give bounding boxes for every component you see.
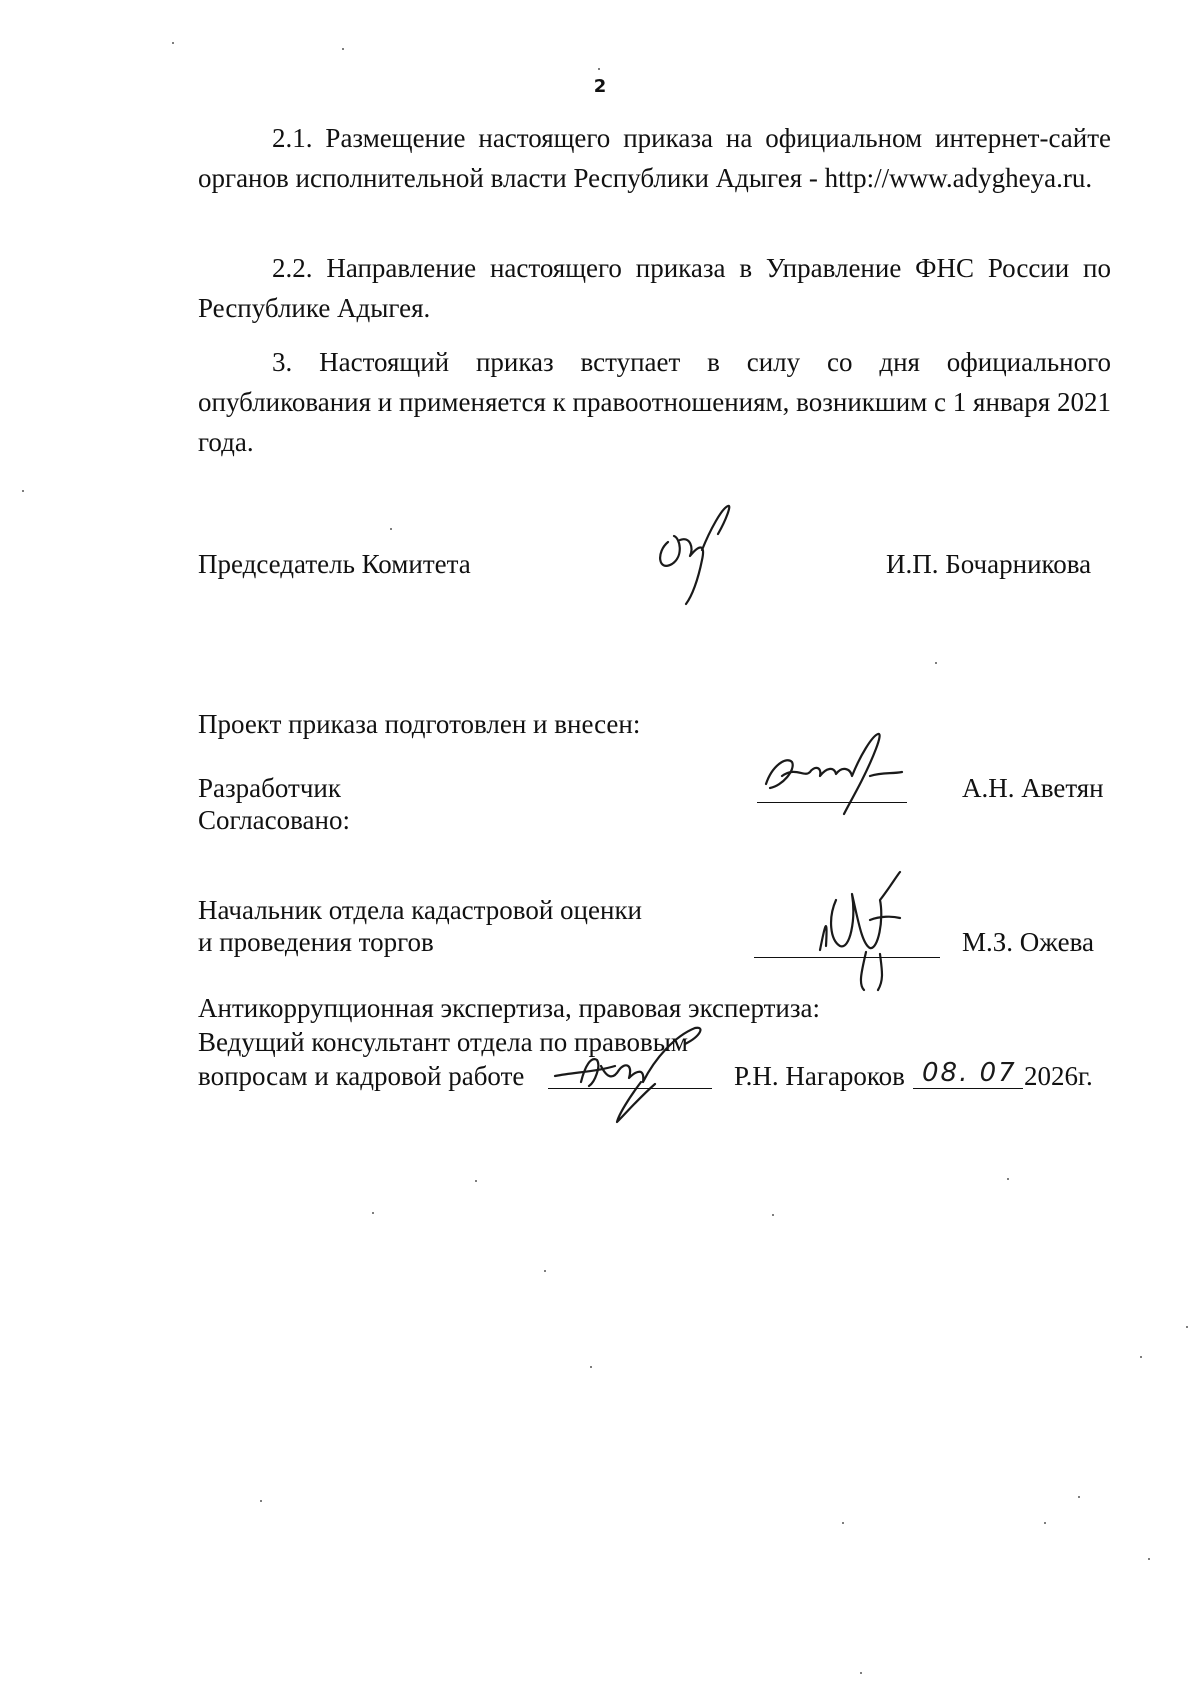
consultant-signature [545,1022,725,1132]
scan-speck [860,1672,862,1674]
scan-speck [342,48,344,50]
developer-signature-line [757,802,907,803]
scan-speck [1044,1522,1046,1524]
scan-speck [590,1366,592,1368]
date-handwritten: 08. 07 [922,1058,1017,1088]
agreed-label: Согласовано: [198,805,350,835]
head-label-line2: и проведения торгов [198,927,434,957]
head-signature [800,860,920,1000]
paragraph-3: 3. Настоящий приказ вступает в силу со дня официального опубликования и применяется к правоотношениям, возникшим с 1 января 2021 года. [198,347,1111,457]
scan-speck [1140,1356,1142,1358]
chairman-title: Председатель Комитета [198,549,471,579]
project-heading: Проект приказа подготовлен и внесен: [198,709,641,739]
chairman-name: И.П. Бочарникова [886,549,1092,579]
developer-signature [752,726,922,821]
scan-speck [772,1214,774,1216]
scan-speck [598,68,600,70]
scan-speck [390,528,392,530]
date-line [913,1088,1023,1089]
scan-speck [1186,1326,1188,1328]
scan-speck [260,1500,262,1502]
consultant-label-line1: Ведущий консультант отдела по правовым [198,1027,689,1057]
scan-speck [842,1522,844,1524]
date-year: 2026г. [1024,1061,1093,1091]
scan-speck [1078,1496,1080,1498]
expertise-heading: Антикоррупционная экспертиза, правовая экспертиза: [198,993,821,1023]
head-label-line1: Начальник отдела кадастровой оценки [198,895,643,925]
head-name: М.З. Ожева [962,927,1094,957]
paragraph-2-1: 2.1. Размещение настоящего приказа на официальном интернет-сайте органов исполнительной власти Республики Адыгея - http://www.adygheya.ru. [198,123,1111,193]
scan-speck [372,1212,374,1214]
developer-name: А.Н. Аветян [962,773,1104,803]
consultant-signature-line [548,1088,712,1089]
scan-speck [544,1270,546,1272]
chairman-signature [650,500,740,610]
page-number: 2 [593,76,607,97]
head-signature-line [754,957,940,958]
paragraph-2-2: 2.2. Направление настоящего приказа в Управление ФНС России по Республике Адыгея. [198,253,1111,323]
scan-speck [1007,1178,1009,1180]
developer-label: Разработчик [198,773,341,803]
consultant-name: Р.Н. Нагароков [734,1061,905,1091]
scan-speck [172,42,174,44]
scan-speck [475,1180,477,1182]
scan-speck [22,490,24,492]
consultant-label-line2: вопросам и кадровой работе [198,1061,525,1091]
scan-speck [935,662,937,664]
scan-speck [1148,1558,1150,1560]
